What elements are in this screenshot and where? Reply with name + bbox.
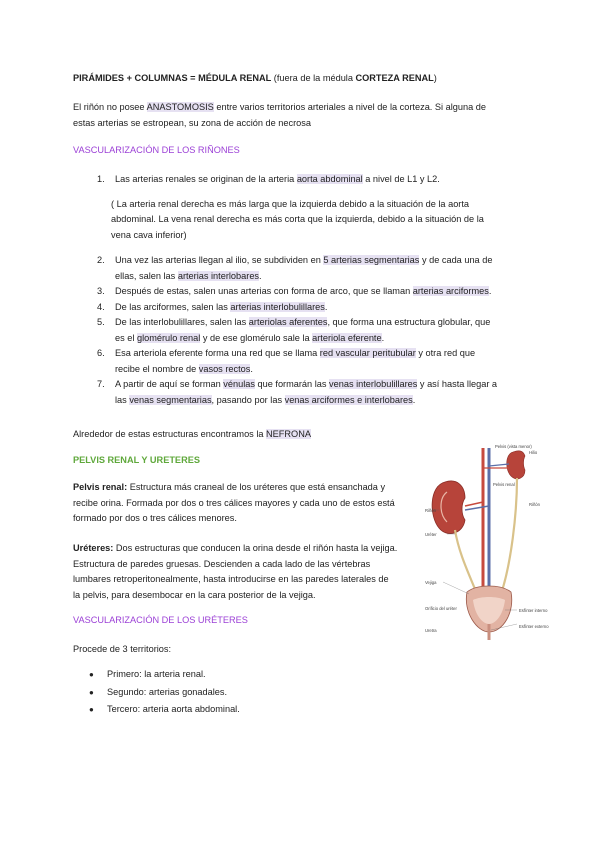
list-item xyxy=(97,300,557,316)
item-text-cont: . xyxy=(412,394,416,405)
ureter-right xyxy=(501,478,517,594)
nefrona-text: Alrededor de estas estructuras encontramos la xyxy=(73,429,267,439)
figure-label: Orificio del uréter xyxy=(425,606,457,611)
highlight-arterias-arciformes: arterias arciformes xyxy=(412,286,489,296)
section-heading-pelvis-ureteres: PELVIS RENAL Y URETERES xyxy=(73,455,200,465)
renal-vein-right xyxy=(489,464,509,466)
urinary-system-figure xyxy=(425,444,560,640)
list-item xyxy=(73,685,373,701)
intro-paragraph xyxy=(73,100,553,131)
item-text-cont: y otra red que xyxy=(415,348,476,358)
item-text: De las interlobulillares, salen las xyxy=(115,317,249,327)
highlight-venas-segmentarias: venas segmentarias xyxy=(129,394,212,405)
title-bold-2: CORTEZA RENAL xyxy=(355,73,434,83)
ureteres-text: Dos estructuras que conducen la orina desde el riñón hasta la vejiga. xyxy=(113,543,398,553)
list-item xyxy=(73,667,373,683)
figure-label: Uréter xyxy=(425,532,437,537)
intro-text-cont: entre varios territorios arteriales a nivel de la corteza. Si alguna de xyxy=(213,102,486,112)
renal-vein-left xyxy=(465,506,489,510)
figure-label: Esfínter externo xyxy=(519,624,549,629)
leader-line xyxy=(443,582,469,594)
item-text-cont: . xyxy=(488,286,492,296)
item-text-cont: , que forma una estructura globular, que xyxy=(327,317,491,327)
highlight-arteriolas-aferentes: arteriolas aferentes xyxy=(248,317,328,327)
list-item xyxy=(97,377,557,408)
figure-label: Pelvis (vista menor) xyxy=(495,444,532,449)
figure-label: Riñón xyxy=(529,502,540,507)
note-line-2: abdominal. La vena renal derecha es más corta que la izquierda, debido a la situación de la xyxy=(111,214,484,224)
nefrona-line xyxy=(73,427,311,443)
item-text-cont: . xyxy=(250,363,253,374)
item-text: las xyxy=(115,394,130,405)
highlight-arterias-interlobares: arterias interlobares xyxy=(177,270,260,281)
renal-artery-left xyxy=(465,502,483,506)
figure-label: Hilio xyxy=(529,450,538,455)
list-item xyxy=(97,315,557,346)
pelvis-paragraph xyxy=(73,480,433,527)
list-item xyxy=(97,253,557,284)
territorios-list xyxy=(73,667,373,720)
highlight-nefrona: NEFRONA xyxy=(266,429,311,439)
highlight-venulas: vénulas xyxy=(223,379,255,389)
list-item xyxy=(97,346,557,377)
item-text: Las arterias renales se originan de la arteria xyxy=(115,174,297,184)
procede-text: Procede de 3 territorios: xyxy=(73,644,172,654)
title-normal: (fuera de la médula xyxy=(271,73,356,83)
list-number: 6. xyxy=(97,348,105,358)
highlight-5-arterias-segmentarias: 5 arterias segmentarias xyxy=(323,255,420,265)
item-text-cont: y de cada una de xyxy=(419,255,493,265)
figure-label: Pelvis renal xyxy=(493,482,515,487)
pelvis-line-3: formado por dos o tres cálices menores. xyxy=(73,513,237,523)
highlight-aorta-abdominal: aorta abdominal xyxy=(296,174,363,184)
section-heading-vascularizacion-ureteres: VASCULARIZACIÓN DE LOS URÉTERES xyxy=(73,615,248,625)
list-number: 2. xyxy=(97,255,105,265)
figure-label: Vejiga xyxy=(425,580,437,585)
highlight-anastomosis: ANASTOMOSIS xyxy=(146,102,214,112)
ureter-left xyxy=(455,530,477,594)
pelvis-label: Pelvis renal: xyxy=(73,482,128,492)
figure-label: Esfínter interno xyxy=(519,608,548,613)
item-text: Una vez las arterias llegan al ilio, se subdividen en xyxy=(115,255,324,265)
ureteres-paragraph xyxy=(73,541,433,603)
item-text-mid: que formarán las xyxy=(254,379,330,389)
note-line-1: ( La arteria renal derecha es más larga que la izquierda debido a la situación de la aorta xyxy=(111,198,470,209)
title-end: ) xyxy=(433,73,437,83)
item-text: De las arciformes, salen las xyxy=(115,301,231,312)
ureteres-line-2: Estructura de paredes gruesas. Descienden a cada lado de las vértebras xyxy=(73,558,371,569)
bullet-text: Tercero: arteria aorta abdominal. xyxy=(107,704,240,714)
note-line-3: vena cava inferior) xyxy=(111,229,187,240)
list-item xyxy=(97,284,557,300)
highlight-vasos-rectos: vasos rectos xyxy=(198,363,251,374)
item-text: es el xyxy=(115,332,137,343)
bullet-text: Primero: la arteria renal. xyxy=(107,669,206,679)
figure-label: Uretra xyxy=(425,628,437,633)
highlight-arteriola-eferente: arteriola eferente xyxy=(312,332,382,343)
list-number: 7. xyxy=(97,379,105,389)
page-title xyxy=(73,71,437,87)
list-number: 3. xyxy=(97,286,105,296)
bullet-text: Segundo: arterias gonadales. xyxy=(107,686,228,697)
item-text-cont: y así hasta llegar a xyxy=(417,379,498,389)
figure-label: Riñón xyxy=(425,508,436,513)
list-note xyxy=(97,197,557,244)
bullet-icon: ● xyxy=(89,705,94,714)
bullet-icon: ● xyxy=(89,687,94,697)
ureteres-label: Uréteres: xyxy=(73,543,114,553)
pelvis-text: Estructura más craneal de los uréteres que está ensanchada y xyxy=(127,482,386,492)
list-item xyxy=(97,172,557,188)
highlight-glomerulo-renal: glomérulo renal xyxy=(136,332,201,343)
kidney-right xyxy=(507,451,525,479)
highlight-venas-arciformes-interlobares: venas arciformes e interlobares xyxy=(284,394,413,405)
list-number: 5. xyxy=(97,317,105,327)
list-item xyxy=(73,702,373,718)
item-text: Después de estas, salen unas arterias con forma de arco, que se llaman xyxy=(115,286,413,296)
intro-text: El riñón no posee xyxy=(73,102,147,112)
highlight-arterias-interlobulillares: arterias interlobulillares xyxy=(230,301,325,312)
title-bold-1: PIRÁMIDES + COLUMNAS = MÉDULA RENAL xyxy=(73,73,272,83)
item-text-cont: a nivel de L1 y L2. xyxy=(362,174,440,184)
section-heading-vascularizacion-rinones: VASCULARIZACIÓN DE LOS RIÑONES xyxy=(73,145,240,155)
list-number: 4. xyxy=(97,301,105,312)
ureteres-line-3: lumbares retroperitonealmente, hasta introducirse en las paredes laterales de xyxy=(73,574,389,584)
highlight-venas-interlobulillares: venas interlobulillares xyxy=(329,379,418,389)
item-text: recibe el nombre de xyxy=(115,363,199,374)
item-text: Esa arteriola eferente forma una red que se llama xyxy=(115,348,320,358)
item-text-mid: , pasando por las xyxy=(211,394,285,405)
list-number: 1. xyxy=(97,174,105,184)
item-text: ellas, salen las xyxy=(115,270,178,281)
arterial-list xyxy=(97,172,557,408)
item-text-cont: . xyxy=(381,332,385,343)
pelvis-line-2: recibe orina. Formada por dos o tres cálices mayores y cada uno de estos está xyxy=(73,497,395,508)
bullet-icon: ● xyxy=(89,670,94,679)
item-text-cont: . xyxy=(324,301,328,312)
ureteres-line-4: la pelvis, para desembocar en la cara posterior de la vejiga. xyxy=(73,589,316,600)
intro-line-2: estas arterias se estropean, su zona de acción de necrosa xyxy=(73,117,311,128)
kidney-left xyxy=(432,481,465,534)
highlight-red-vascular-peritubular: red vascular peritubular xyxy=(319,348,416,358)
item-text-cont: . xyxy=(259,270,262,281)
item-text: A partir de aquí se forman xyxy=(115,379,224,389)
item-text-mid: y de ese glomérulo sale la xyxy=(200,332,313,343)
